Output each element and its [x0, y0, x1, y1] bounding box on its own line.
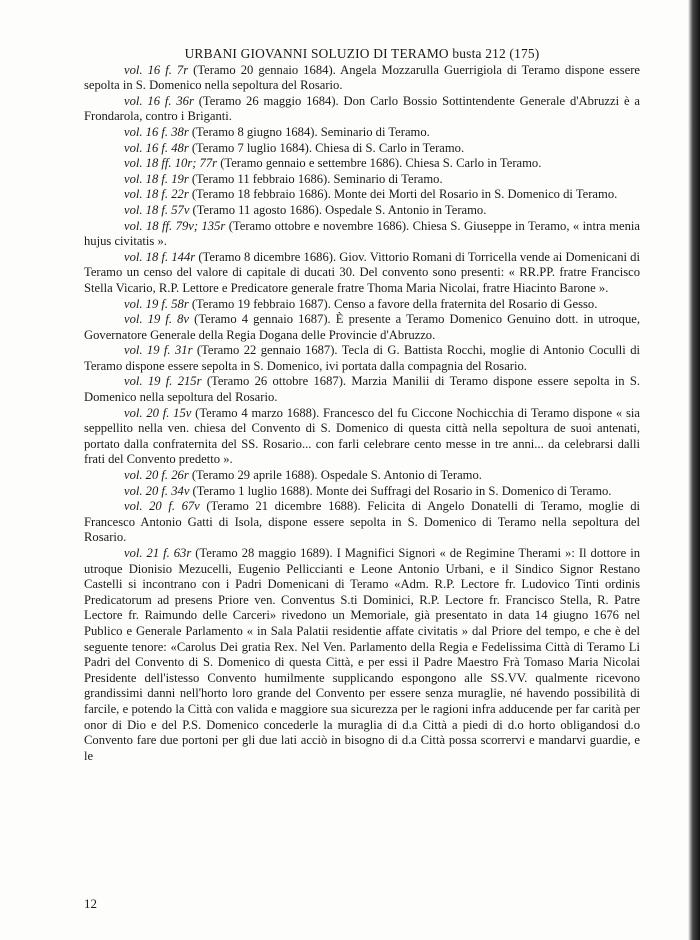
entry-reference: vol. 18 ff. 10r; 77r [124, 156, 218, 171]
entry-reference: vol. 18 ff. 79v; 135r [124, 218, 226, 233]
archive-entry [84, 406, 640, 468]
entry-text: (Teramo 8 giugno 1684). Seminario di Teramo. [188, 124, 430, 139]
entry-text: (Teramo 4 gennaio 1687). È presente a Teramo Domenico Genuino dott. in utroque, Governatore Generale della Regia Dogana delle Provincie d'Abruzzo. [84, 312, 641, 342]
archive-entry [84, 250, 640, 297]
entry-reference: vol. 21 f. 63r [124, 546, 192, 560]
entry-reference: vol. 19 f. 58r [124, 296, 189, 311]
archive-entry [84, 63, 640, 94]
entry-reference: vol. 16 f. 7r [124, 62, 189, 77]
entry-reference: vol. 18 f. 22r [124, 187, 189, 202]
archive-entry [84, 374, 640, 405]
archive-entry [84, 156, 640, 172]
entry-text: (Teramo 26 ottobre 1687). Marzia Manilii di Teramo dispone essere sepolta in S. Domenico nella sepoltura del Rosario. [84, 374, 640, 405]
archive-entry [84, 125, 640, 141]
archive-entry [84, 219, 640, 250]
archive-entry [84, 312, 640, 343]
archive-entry [84, 187, 640, 203]
page-header [84, 46, 640, 62]
entry-text: (Teramo 1 luglio 1688). Monte dei Suffragi del Rosario in S. Domenico di Teramo. [189, 483, 612, 498]
entry-text: (Teramo 20 gennaio 1684). Angela Mozzarulla Guerrigiola di Teramo dispone essere sepolta in S. Domenico nella sepoltura del Rosario. [84, 62, 640, 93]
page-number: 12 [84, 896, 97, 911]
archive-entry [84, 141, 640, 157]
entry-text: (Teramo 18 febbraio 1686). Monte dei Morti del Rosario in S. Domenico di Teramo. [188, 187, 618, 202]
entry-reference: vol. 18 f. 19r [124, 171, 189, 186]
entry-reference: vol. 18 f. 57v [124, 202, 190, 217]
archive-entry [84, 297, 640, 313]
entry-text: (Teramo 21 dicembre 1688). Felicita di Angelo Donatelli di Teramo, moglie di Francesco Antonio Gatti di Isola, dispone essere sepolta in S. Domenico di Teramo nella sepoltura del Rosario. [84, 499, 640, 545]
entry-reference: vol. 19 f. 215r [124, 374, 202, 389]
entries-list [84, 63, 640, 765]
archive-entry [84, 94, 640, 125]
archive-entry [84, 468, 640, 484]
entry-text: (Teramo 4 marzo 1688). Francesco del fu Ciccone Nochicchia di Teramo dispone « sia seppellito nella ven. chiesa del Convento di S. Domenico di questa città nella sepoltura de suoi antenati, portato dalla confraternita del SS. Rosario... con farli celebrare cento messe in tre anni... da celebrarsi dalli frati del Convento predetto ». [84, 405, 641, 467]
document-page [84, 46, 640, 764]
header-title: URBANI GIOVANNI SOLUZIO DI TERAMO [184, 46, 449, 61]
entry-reference: vol. 20 f. 67v [124, 499, 200, 514]
archive-entry [84, 546, 640, 764]
binding-edge [688, 0, 700, 940]
entry-text: (Teramo 7 luglio 1684). Chiesa di S. Carlo in Teramo. [188, 140, 465, 155]
entry-text: (Teramo gennaio e settembre 1686). Chiesa S. Carlo in Teramo. [217, 156, 542, 171]
entry-reference: vol. 19 f. 31r [124, 343, 193, 358]
archive-entry [84, 484, 640, 500]
entry-reference: vol. 16 f. 36r [124, 93, 194, 108]
entry-reference: vol. 19 f. 8v [124, 312, 190, 327]
entry-text: (Teramo 11 agosto 1686). Ospedale S. Antonio in Teramo. [189, 202, 487, 217]
header-busta: busta 212 (175) [452, 46, 540, 61]
archive-entry [84, 203, 640, 219]
entry-reference: vol. 20 f. 15v [124, 405, 192, 420]
entry-text: (Teramo 22 gennaio 1687). Tecla di G. Battista Rocchi, moglie di Antonio Coculli di Teramo dispone essere sepolta in S. Domenico, ivi portata dalla compagnia del Rosario. [84, 343, 640, 373]
entry-text: (Teramo ottobre e novembre 1686). Chiesa S. Giuseppe in Teramo, « intra menia hujus civitatis ». [84, 218, 640, 249]
entry-text: (Teramo 19 febbraio 1687). Censo a favore della fraternita del Rosario di Gesso. [188, 296, 598, 311]
entry-text: (Teramo 28 maggio 1689). I Magnifici Signori « de Regimine Therami »: Il dottore in utroque Dionisio Mezucelli, Eugenio Pelliccianti e Leone Antonio Urbani, e il Sindico Signor Restano Castelli si incontrano con i Padri Domenicani di Teramo «Adm. R.P. Lectore fr. Ludovico Tinti ordinis Predicatorum ad presens Priore ven. Conventus S.ti Dominici, R.P. Lectore fr. Francisco Stella, R. Patre Lectore fr. Raimundo delle Carceri» rivedono un Memoriale, già presentato in data 14 giugno 1676 nel Publico e Generale Parlamento « in Sala Palatii residentie affate civitatis » dal Priore del tempo, e che è del seguente tenore: «Carolus Dei gratia Rex. Nel Ven. Parlamento della Regia e Fedelissima Città di Teramo Li Padri del Convento di S. Domenico di questa Città, e per essi il Padre Maestro Frà Tomaso Maria Nicolai Presidente dell'istesso Convento humilmente supplicando espongono alle SS.VV. qualmente ricevono grandissimi danni nell'horto loro grande del Convento per essere senza muraglie, né havendo possibilità di farcile, e potendo la Città con valida e maggiore sua sicurezza per le ragioni infra adducende per far carità per onor di Dio e del P.S. Domenico concederle la muraglia di d.a Città a piedi di d.o horto obligandosi d.o Convento fare due portoni per gli due lati acciò in bisogno di d.a Città possa scorrervi e mandarvi guardie, e le [84, 546, 640, 763]
entry-reference: vol. 16 f. 48r [124, 140, 189, 155]
entry-text: (Teramo 8 dicembre 1686). Giov. Vittorio Romani di Torricella vende ai Domenicani di Teramo un censo del valore di capitale di ducati 30. Del convento sono presenti: « RR.PP. fratre Francisco Stella Vicario, R.P. Lettore e Predicatore generale fratre Thoma Maria Nicolai, fratre Hiacinto Barone ». [84, 249, 640, 295]
entry-text: (Teramo 26 maggio 1684). Don Carlo Bossio Sottintendente Generale d'Abruzzi è a Frondarola, contro i Briganti. [84, 93, 641, 124]
entry-text: (Teramo 11 febbraio 1686). Seminario di Teramo. [188, 171, 443, 186]
archive-entry [84, 499, 640, 546]
entry-reference: vol. 16 f. 38r [124, 124, 189, 139]
entry-reference: vol. 20 f. 34v [124, 483, 190, 498]
archive-entry [84, 172, 640, 188]
entry-text: (Teramo 29 aprile 1688). Ospedale S. Antonio di Teramo. [188, 468, 482, 483]
entry-reference: vol. 18 f. 144r [124, 249, 196, 264]
archive-entry [84, 343, 640, 374]
entry-reference: vol. 20 f. 26r [124, 468, 189, 483]
